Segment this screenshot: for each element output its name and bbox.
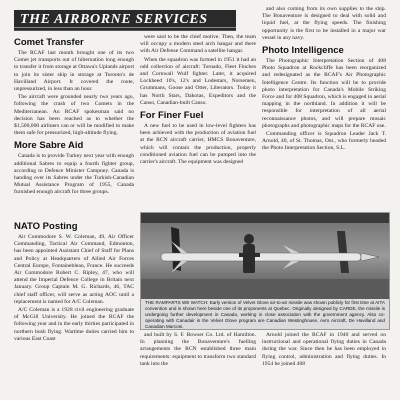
fuel-heading: For Finer Fuel [140, 110, 204, 122]
nato-paragraph: A/C Coleman is a 1928 civil engineering graduate of McGill University. He joined the RCAF the following year and in the early thirties participated in northern bush flying. Wartime duties carried him to various East Coast [14, 307, 134, 342]
column-left-top [14, 34, 134, 198]
body-paragraph: When the squadron was formed in 1951 it had an odd collection of aircraft: Tornado, Fleet Finches and Cornwall Wulf fighter. Later, it acquired Lockheed 10's, 12's and Lodestars, Norsemen, Grummans, Goose and Otter, Liberators. Today it has North Stars, Dakotas, Expeditors and the Canso, Canadian-built Canso. [140, 56, 256, 106]
nato-paragraph: Air Commodore S. W. Coleman, 49, Air Officer Commanding, Tactical Air Command, Edmonton, has been appointed Assistant Chief of Staff for Plans and Policy at Headquarters of Allied Air Forces Central Europe, Fontainebleau, France. He succeeds Air Commodore Robert C. Ripley, 47, who will attend the Imperial Defence College in Britain next January. Group Captain M. G. Richards, 46, TAC chief staff officer, will serve as acting AOC until a replacement is named for A/C Coleman. [14, 234, 134, 305]
body-paragraph: and also coming from its own supplies to the ship. The Bonaventure is designed to deal with solid and liquid fuel, at the flying speeds. The finishing opportunity is the first to be installed in a major war vessel in any navy. [262, 6, 386, 41]
column-middle [140, 34, 256, 167]
photo-intel-paragraph: Commanding officer is Squadron Leader Jack T. Arnold, 40, of St. Thomas, Ont., who formerly headed the Photo Interpretation Section, S.L. [262, 131, 386, 152]
sabre-paragraph: Canada is to provide Turkey next year with enough additional Sabres to equip a fourth fighter group, according to Defence Minister Campney. Canada is handing over its Sabres under the Turkish-Canadian Mutual Assistance Program of 1955, Canada furnished enough aircraft for three groups. [14, 153, 134, 196]
missile-photo [141, 213, 389, 299]
photo-intel-paragraph: The Photographic Interpretation Section of 408 Photo Squadron at Rockcliffe has been reorganized and redesignated as the RCAF's Air Photographic Intelligence Centre. Its function will be to provide photo interpretation for Canada's Mobile Striking Force and for 408 Squadron, which is engaged in aerial mapping in the northland. In addition it will be responsible for interpretation of all aerial reconnaissance photos, and will prepare mosaic photographs and photographic maps for the RCAF use. [262, 58, 386, 129]
banner-rule [14, 27, 236, 28]
column-right-bottom [262, 332, 386, 369]
body-paragraph: Arnold joined the RCAF in 1940 and served on instructional and operational flying duties in Canada during the war. Since then he has been employed in flying control, administration and flying duties. In 1954 he joined 408 [262, 332, 386, 367]
fuel-paragraph: A new fuel to be used in low-level fighters has been achieved with the production of aviation fuel at the RCN aircraft carrier, HMCS Bonaventure, which will contain the production, properly conditioned aviation fuel can be pumped into the carrier's aircraft. The equipment was designed [140, 123, 256, 166]
banner-title: THE AIRBORNE SERVICES [20, 12, 208, 27]
section-banner [14, 10, 236, 31]
nato-heading: NATO Posting [14, 221, 78, 232]
column-right [262, 6, 386, 154]
column-middle-bottom [140, 332, 256, 369]
body-paragraph: and built by S. F. Bowser Co. Ltd. of Hamilton. In planning the Bonaventure's fuelling arrangements the RCN established three main requirements: equipment to transform two standard tank into the [140, 332, 256, 367]
missile-photo-image [141, 213, 389, 299]
comet-paragraph: The aircraft were grounded nearly two years ago, following the crash of two Comets in the Mediterranean. An RCAF spokesman said no decision has been reached as to whether the $1,500,000 airliners can or will be modified to make them safe for pressurized, high-altitude flying. [14, 94, 134, 137]
comet-paragraph: The RCAF last month brought one of its two Comet jet transports out of hibernation long enough to transfer it from storage at Ottawa's Uplands airport to join its sister ship in storage at Toronto's de Havilland Airport. It covered the route, unpressurized, in less than an hour. [14, 50, 134, 93]
photo-caption: THE RAMPARTS WE WATCH: Early version of Velvet Glove air-to-air missile was shown publicly for first time at AITA convention and is shown here beside one of its proponents at Quebec. Originally designed by CARDE, the missile is undergoing further development in Canada, working in close association with the government agency. Also co-operating with Canadair in the Velvet Glove program are Canadian Westinghouse, Avro Aircraft, De Havilland and Canadian Marconi. [145, 300, 385, 329]
column-left-bottom [14, 218, 134, 344]
comet-heading: Comet Transfer [14, 37, 84, 48]
missile-photo-figure [140, 212, 390, 330]
sabre-heading: More Sabre Aid [14, 140, 84, 152]
body-paragraph: were said to be the chief motive. Then, the team will occupy a modern steel arch hangar and there with Air Defense Command a satellite hangar. [140, 34, 256, 55]
photo-intel-heading: Photo Intelligence [262, 45, 344, 57]
